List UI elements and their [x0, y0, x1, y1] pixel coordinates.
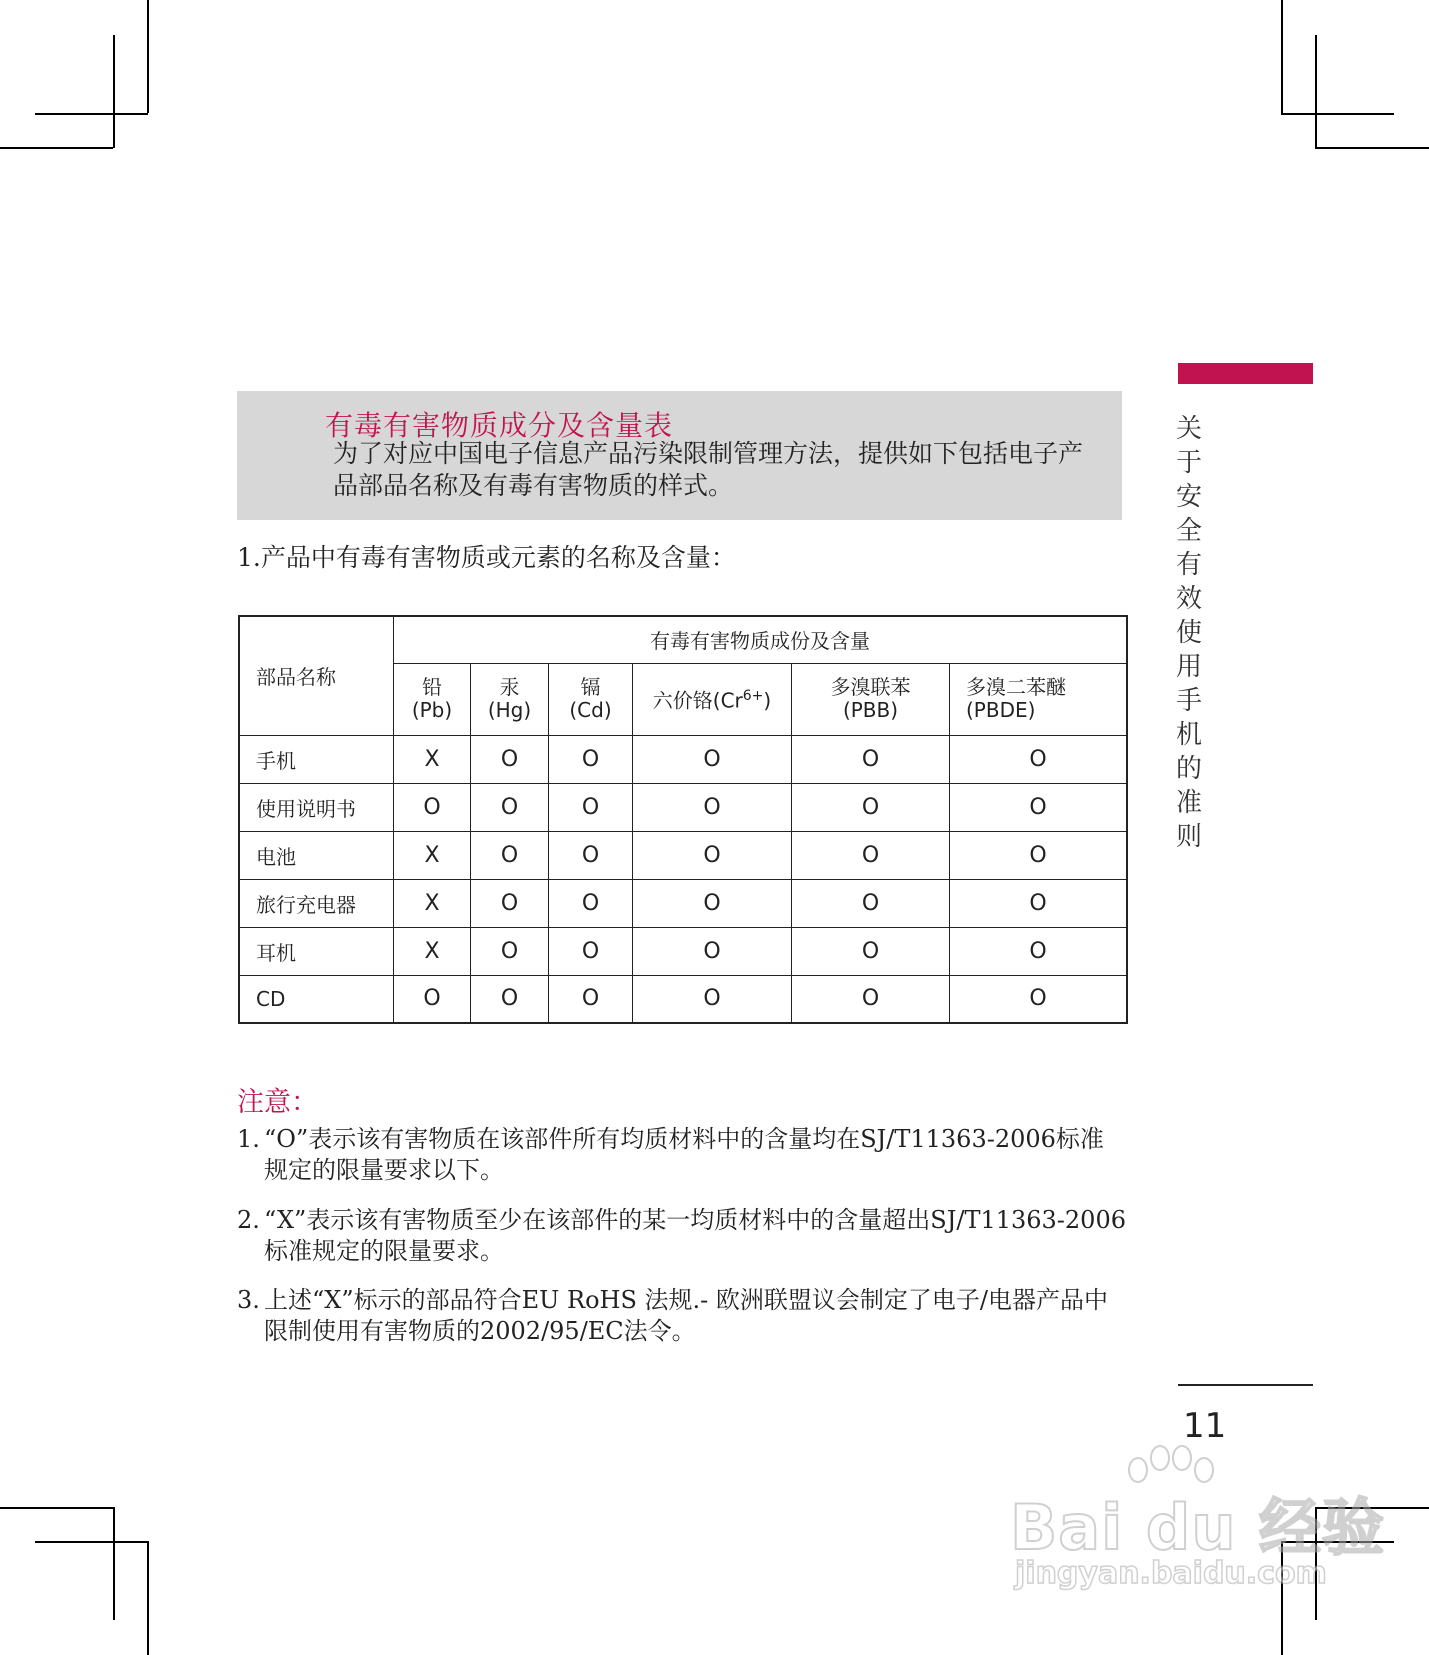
- section-heading: 1.产品中有毒有害物质或元素的名称及含量：: [237, 543, 736, 572]
- table-row: [239, 831, 1127, 879]
- part-name: 使用说明书: [239, 783, 394, 831]
- mark-cell: O: [792, 879, 950, 927]
- mark-cell: O: [792, 783, 950, 831]
- crop-mark: [35, 113, 148, 115]
- mark-cell: O: [792, 831, 950, 879]
- mark-cell: O: [950, 975, 1128, 1023]
- baidu-watermark: [1010, 1440, 1386, 1591]
- part-name: 旅行充电器: [239, 879, 394, 927]
- crop-mark: [113, 35, 115, 148]
- table-row: [239, 735, 1127, 783]
- mark-cell: O: [549, 879, 633, 927]
- mark-cell: O: [792, 735, 950, 783]
- table-row: [239, 783, 1127, 831]
- watermark-sub: jingyan.baidu.com: [1015, 1556, 1327, 1591]
- mark-cell: O: [471, 831, 549, 879]
- mark-cell: O: [549, 735, 633, 783]
- section-tab-bar: [1178, 363, 1313, 384]
- table-row: [239, 879, 1127, 927]
- page-divider: [1178, 1384, 1313, 1386]
- column-header: 铅 (Pb): [394, 663, 471, 735]
- mark-cell: O: [950, 783, 1128, 831]
- mark-cell: O: [633, 735, 792, 783]
- crop-mark: [35, 1541, 148, 1543]
- mark-cell: O: [950, 735, 1128, 783]
- notice-title: 注意：: [237, 1087, 318, 1118]
- mark-cell: O: [471, 927, 549, 975]
- mark-cell: X: [394, 735, 471, 783]
- section-tab-label: 关于安全有效使用手机的准则: [1175, 414, 1202, 852]
- part-name: 耳机: [239, 927, 394, 975]
- mark-cell: O: [950, 879, 1128, 927]
- mark-cell: O: [471, 783, 549, 831]
- notice-number: 2.: [237, 1206, 260, 1234]
- crop-mark: [1315, 35, 1317, 148]
- mark-cell: X: [394, 879, 471, 927]
- column-header: 六价铬$(Cr^{6+})$: [633, 663, 792, 735]
- mark-cell: O: [471, 735, 549, 783]
- mark-cell: O: [792, 927, 950, 975]
- column-header: 汞 (Hg): [471, 663, 549, 735]
- notice-item: [237, 1285, 1127, 1347]
- mark-cell: O: [549, 831, 633, 879]
- column-header: 多溴联苯 (PBB): [792, 663, 950, 735]
- column-header: 镉 (Cd): [549, 663, 633, 735]
- mark-cell: O: [633, 975, 792, 1023]
- crop-mark: [113, 1507, 115, 1620]
- table-row: [239, 975, 1127, 1023]
- mark-cell: O: [549, 783, 633, 831]
- column-header: 多溴二苯醚 (PBDE): [950, 663, 1128, 735]
- intro-text: 为了对应中国电子信息产品污染限制管理方法，提供如下包括电子产品部品名称及有毒有害物质的样式。: [333, 439, 1084, 500]
- mark-cell: O: [549, 975, 633, 1023]
- notice-text: 上述“X”标示的部品符合EU RoHS 法规.- 欧洲联盟议会制定了电子/电器产品中限制使用有害物质的2002/95/EC法令。: [264, 1286, 1108, 1345]
- watermark-main: Bai du 经验: [1010, 1491, 1386, 1564]
- group-header: 有毒有害物质成份及含量: [394, 616, 1128, 663]
- mark-cell: O: [950, 831, 1128, 879]
- mark-cell: O: [633, 783, 792, 831]
- notice-text: “X”表示该有害物质至少在该部件的某一均质材料中的含量超出SJ/T11363-2006标准规定的限量要求。: [264, 1206, 1126, 1265]
- crop-mark: [147, 0, 149, 113]
- crop-mark: [1315, 147, 1429, 149]
- mark-cell: O: [471, 879, 549, 927]
- mark-cell: O: [950, 927, 1128, 975]
- notice-item: [237, 1205, 1127, 1267]
- page-number: 11: [1183, 1406, 1227, 1446]
- part-name-header: 部品名称: [239, 616, 394, 735]
- crop-mark: [1281, 113, 1394, 115]
- part-name: 电池: [239, 831, 394, 879]
- table-row: [239, 927, 1127, 975]
- mark-cell: X: [394, 927, 471, 975]
- crop-mark: [147, 1541, 149, 1655]
- substance-table: [238, 615, 1128, 1024]
- notice-number: 3.: [237, 1286, 260, 1314]
- crop-mark: [1281, 0, 1283, 113]
- notice-item: [237, 1124, 1127, 1186]
- mark-cell: O: [394, 783, 471, 831]
- mark-cell: X: [394, 831, 471, 879]
- mark-cell: O: [633, 927, 792, 975]
- part-name: CD: [239, 975, 394, 1023]
- mark-cell: O: [633, 831, 792, 879]
- mark-cell: O: [792, 975, 950, 1023]
- mark-cell: O: [549, 927, 633, 975]
- notice-number: 1.: [237, 1125, 260, 1153]
- part-name: 手机: [239, 735, 394, 783]
- intro-title: 有毒有害物质成分及含量表: [325, 409, 674, 442]
- mark-cell: O: [633, 879, 792, 927]
- notice-text: “O”表示该有害物质在该部件所有均质材料中的含量均在SJ/T11363-2006标准规定的限量要求以下。: [264, 1125, 1104, 1184]
- mark-cell: O: [394, 975, 471, 1023]
- crop-mark: [0, 147, 113, 149]
- mark-cell: O: [471, 975, 549, 1023]
- crop-mark: [0, 1507, 113, 1509]
